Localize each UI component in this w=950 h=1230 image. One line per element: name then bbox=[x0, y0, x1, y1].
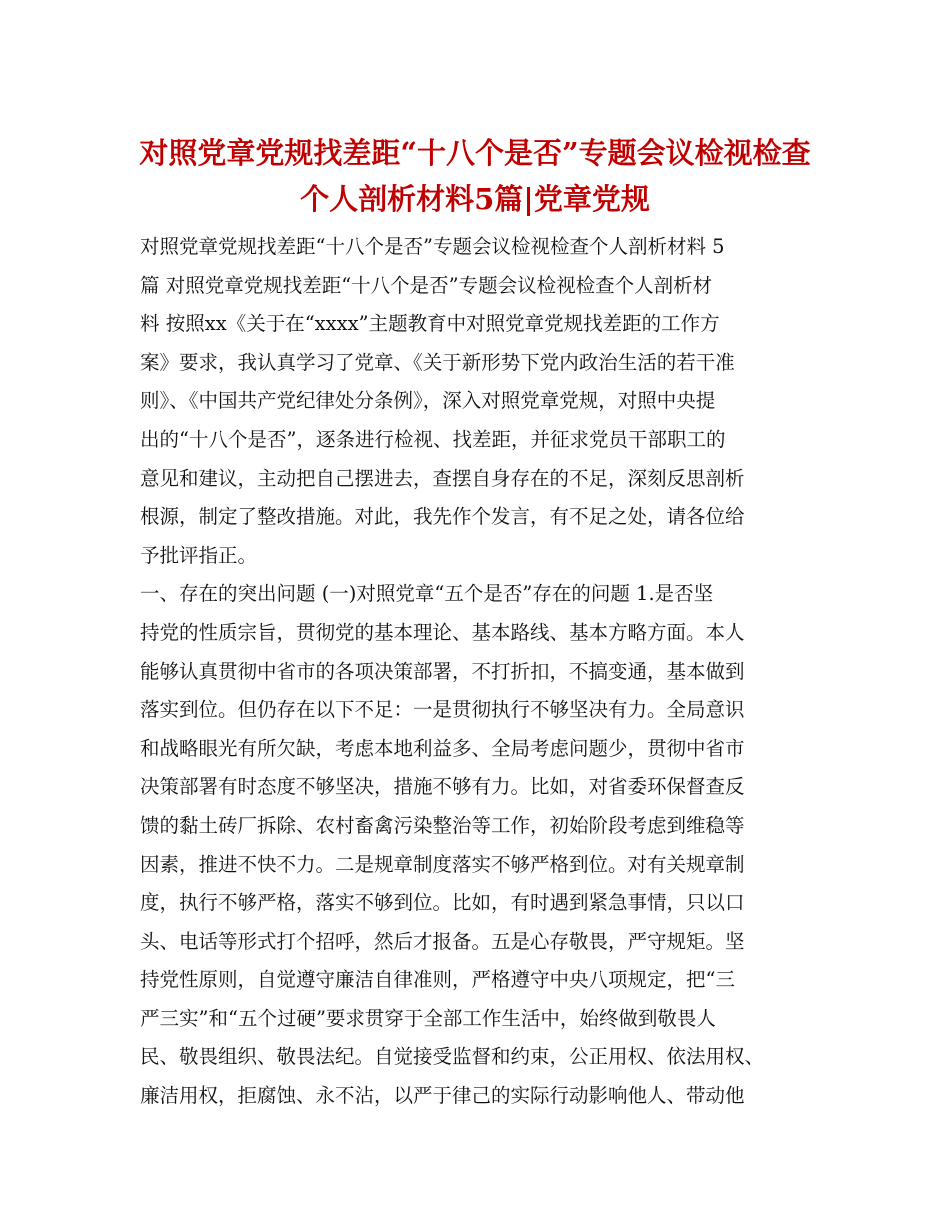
body-line: 严三实”和“五个过硬”要求贯穿于全部工作生活中，始终做到敬畏人 bbox=[140, 1006, 716, 1030]
body-line: 和战略眼光有所欠缺，考虑本地利益多、全局考虑问题少，贯彻中省市 bbox=[140, 736, 745, 760]
body-line: 因素，推进不快不力。二是规章制度落实不够严格到位。对有关规章制 bbox=[140, 852, 745, 876]
body-line: 对照党章党规找差距“十八个是否”专题会议检视检查个人剖析材料 5 bbox=[140, 235, 725, 258]
body-line: 落实到位。但仍存在以下不足：一是贯彻执行不够坚决有力。全局意识 bbox=[140, 698, 745, 722]
title-line-1: 对照党章党规找差距“十八个是否”专题会议检视检查 bbox=[139, 136, 811, 170]
body-line: 案》要求，我认真学习了党章、《关于新形势下党内政治生活的若干准 bbox=[140, 350, 735, 374]
body-line: 持党的性质宗旨，贯彻党的基本理论、基本路线、基本方略方面。本人 bbox=[140, 620, 745, 644]
body-line: 篇 对照党章党规找差距“十八个是否”专题会议检视检查个人剖析材 bbox=[140, 273, 713, 297]
body-line: 则》、《中国共产党纪律处分条例》，深入对照党章党规，对照中央提 bbox=[140, 389, 716, 413]
body-line: 决策部署有时态度不够坚决，措施不够有力。比如，对省委环保督查反 bbox=[140, 775, 745, 799]
document-body bbox=[140, 228, 820, 1116]
body-line: 馈的黏土砖厂拆除、农村畜禽污染整治等工作，初始阶段考虑到维稳等 bbox=[140, 813, 745, 837]
body-line: 头、电话等形式打个招呼，然后才报备。五是心存敬畏，严守规矩。坚 bbox=[140, 929, 745, 953]
body-line: 根源，制定了整改措施。对此，我先作个发言，有不足之处，请各位给 bbox=[140, 505, 745, 529]
body-line: 予批评指正。 bbox=[140, 543, 258, 567]
body-line: 能够认真贯彻中省市的各项决策部署，不打折扣，不搞变通，基本做到 bbox=[140, 659, 745, 683]
document-title bbox=[120, 130, 830, 222]
body-line: 廉洁用权，拒腐蚀、永不沾，以严于律己的实际行动影响他人、带动他 bbox=[140, 1084, 745, 1108]
body-line: 意见和建议，主动把自己摆进去，查摆自身存在的不足，深刻反思剖析 bbox=[140, 466, 745, 490]
body-line: 一、存在的突出问题 (一)对照党章“五个是否”存在的问题 1.是否坚 bbox=[140, 582, 714, 606]
body-line: 出的“十八个是否”，逐条进行检视、找差距，并征求党员干部职工的 bbox=[140, 427, 726, 451]
body-line: 民、敬畏组织、敬畏法纪。自觉接受监督和约束，公正用权、依法用权、 bbox=[140, 1045, 765, 1069]
body-line: 度，执行不够严格，落实不够到位。比如，有时遇到紧急事情，只以口 bbox=[140, 891, 745, 915]
title-line-2: 个人剖析材料5篇|党章党规 bbox=[300, 182, 650, 216]
body-line: 持党性原则，自觉遵守廉洁自律准则，严格遵守中央八项规定，把“三 bbox=[140, 968, 735, 992]
body-line: 料 按照xx《关于在“xxxx”主题教育中对照党章党规找差距的工作方 bbox=[140, 312, 720, 336]
